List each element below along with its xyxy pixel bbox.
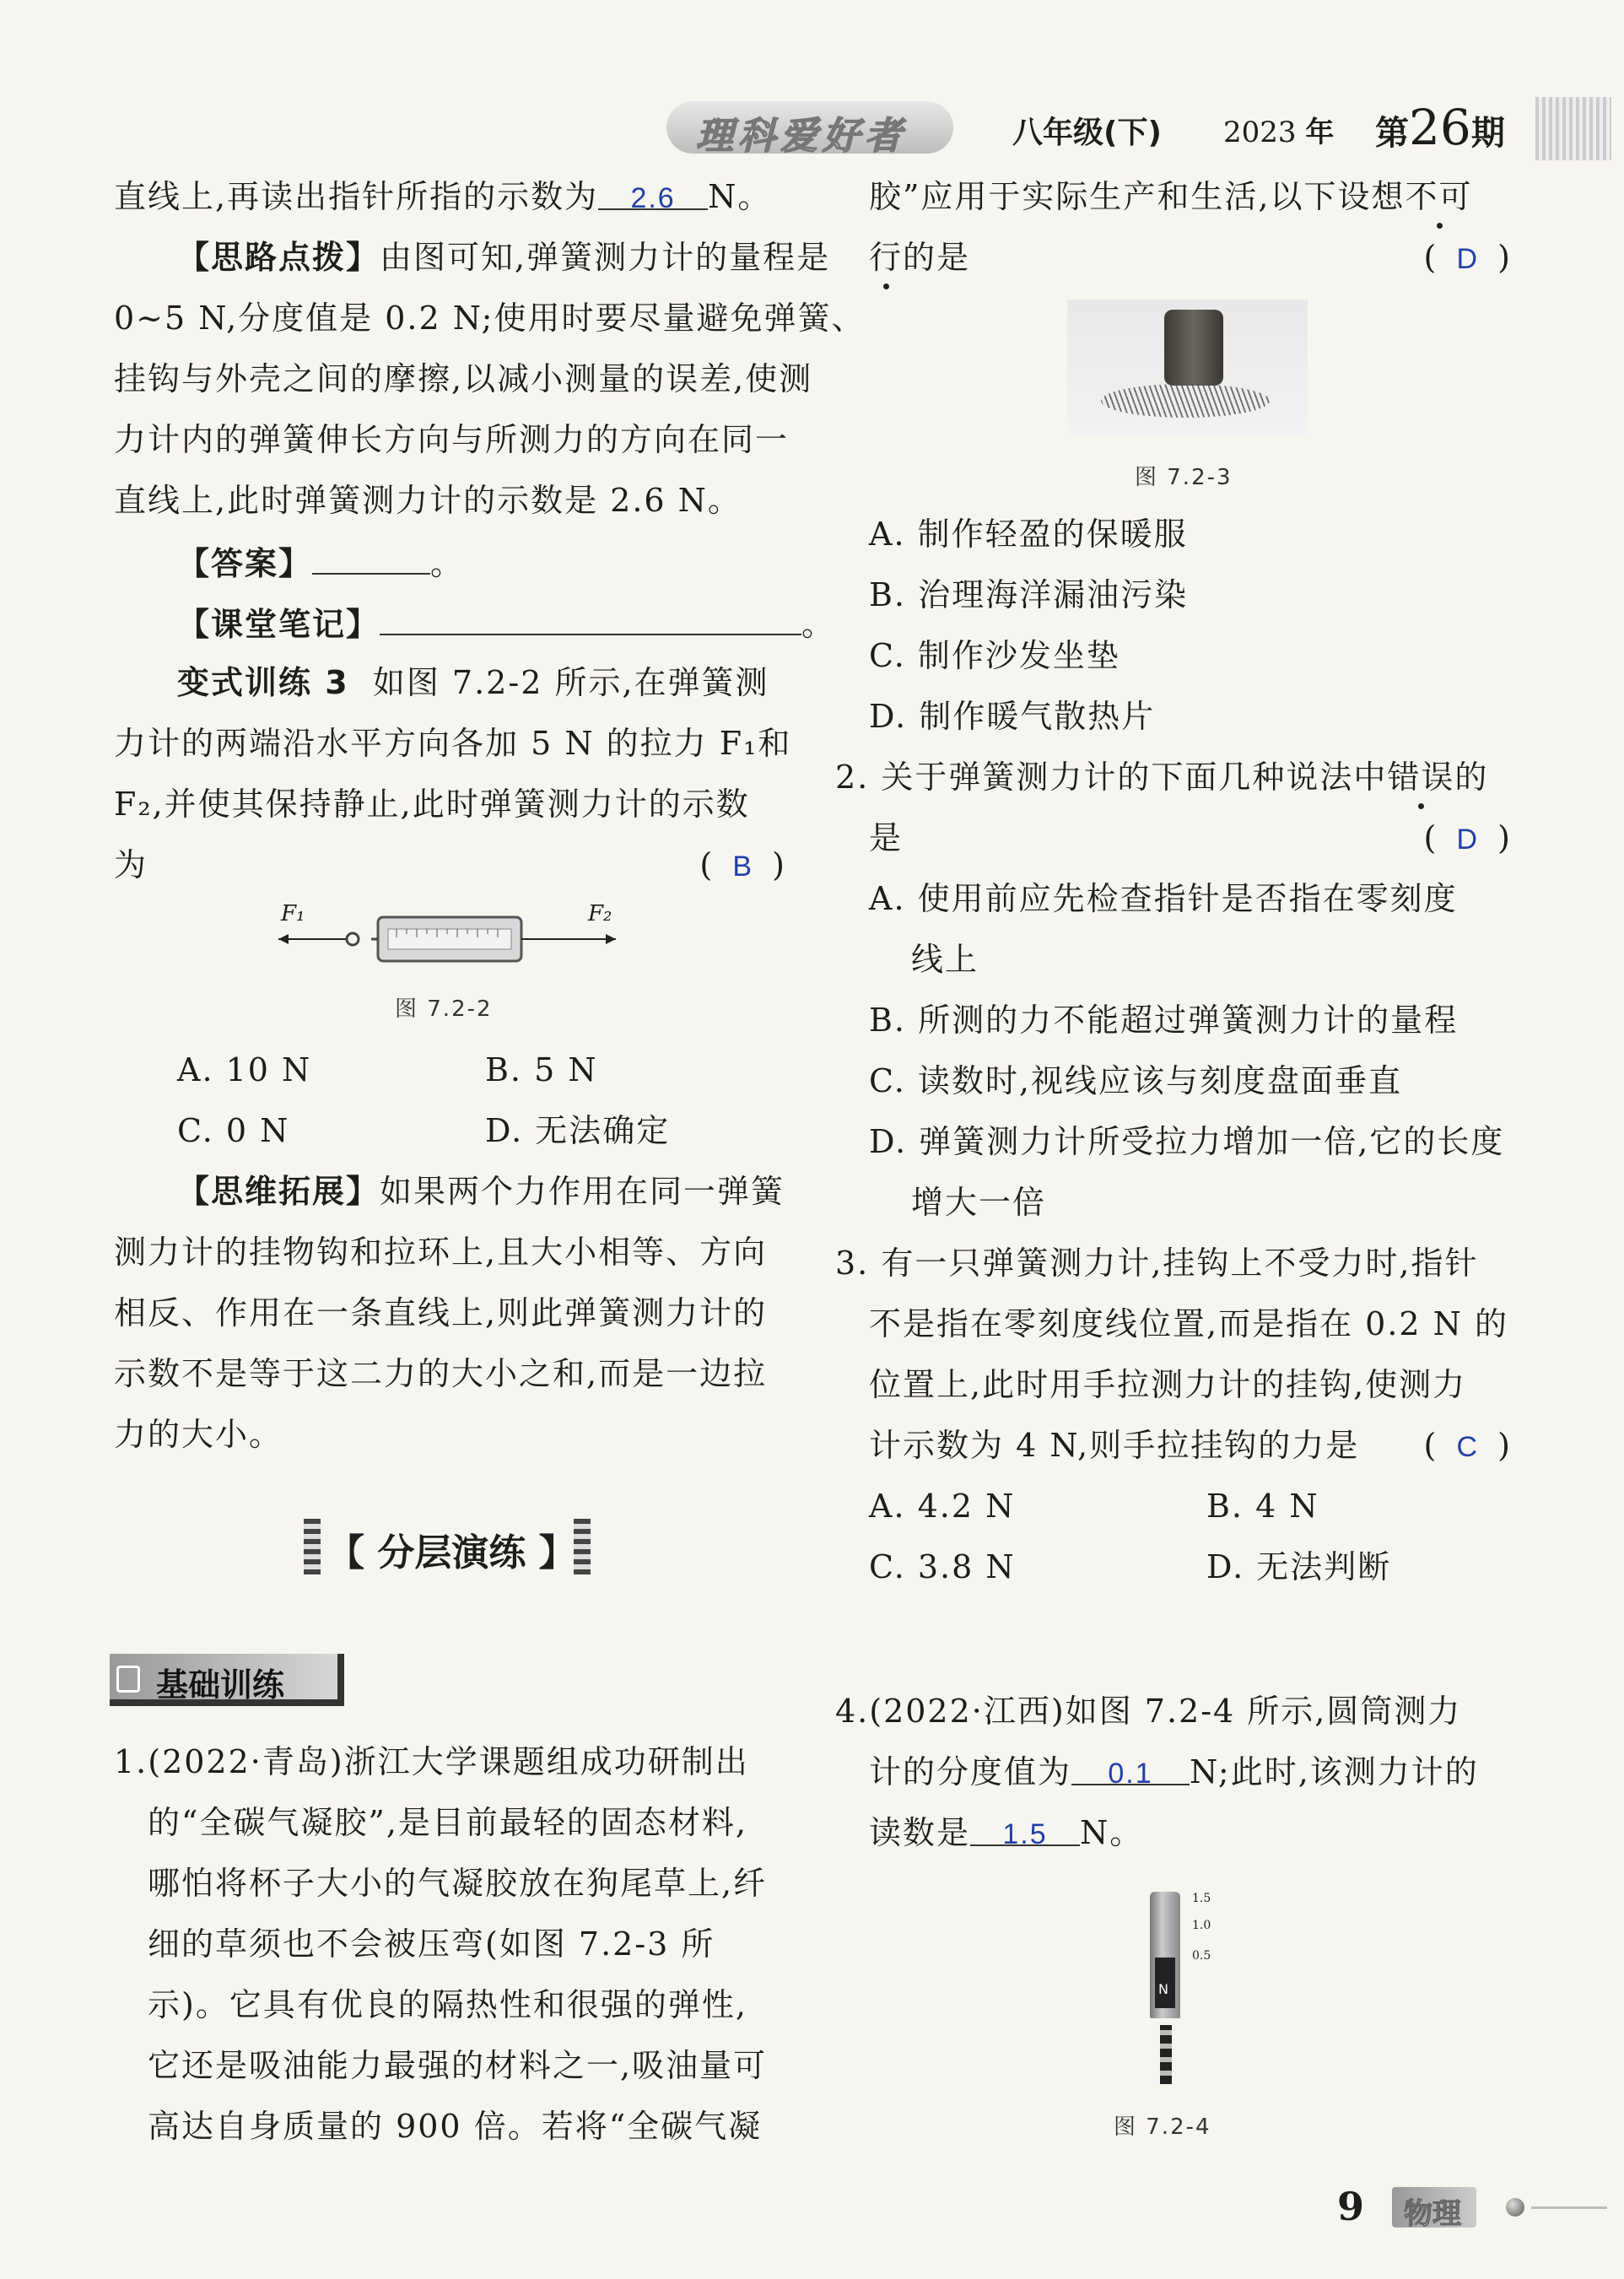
answer-26: 2.6 (630, 182, 676, 214)
tip-label: 【思路点拨】 (177, 239, 380, 276)
r-q1-line-1 (869, 173, 1473, 220)
q4-blank-1 (1071, 1748, 1190, 1790)
basic-title: 基础训练 (156, 1666, 285, 1704)
q3-opt-b: B. 4 N (1206, 1488, 1319, 1525)
figure-7-2-4 (1143, 1890, 1261, 2093)
basic-tab (110, 1654, 346, 1708)
page-number: 9 (1337, 2184, 1365, 2229)
q3-opt-a: A. 4.2 N (869, 1488, 1016, 1525)
section-heading-deco-left (304, 1519, 321, 1574)
q1-line-6: 它还是吸油能力最强的材料之一,吸油量可 (148, 2047, 768, 2084)
ext-line-1 (177, 1168, 785, 1215)
header-logo-text: 理科爱好者 (696, 115, 907, 158)
q2-emph: 错误 (1387, 753, 1454, 801)
header-issue-suffix: 期 (1470, 114, 1505, 153)
footer-rule (1531, 2206, 1607, 2209)
r-q1-opt-d: D. 制作暖气散热片 (869, 698, 1156, 735)
header-bar (650, 97, 1611, 160)
q4-l3-post: N。 (1080, 1814, 1144, 1851)
q2-opt-c: C. 读数时,视线应该与刻度盘面垂直 (869, 1062, 1402, 1099)
notes-input-blank[interactable] (380, 598, 801, 635)
fig722-f2-label: F₂ (588, 901, 612, 926)
q1-line-1: 1.(2022·青岛)浙江大学课题组成功研制出 (114, 1743, 749, 1780)
v3-opt-b: B. 5 N (485, 1051, 598, 1088)
fig723-grass (1101, 384, 1270, 418)
q2-opt-a1: A. 使用前应先检查指针是否指在零刻度 (869, 880, 1458, 917)
section-heading-deco-right (574, 1519, 591, 1574)
tip-line-2: 0~5 N,分度值是 0.2 N;使用时要尽量避免弹簧、 (114, 300, 866, 337)
q3-opt-d: D. 无法判断 (1206, 1548, 1392, 1585)
header-year-value: 2023 (1223, 116, 1297, 149)
fig722-caption: 图 7.2-2 (395, 996, 493, 1022)
fig723-caption: 图 7.2-3 (1135, 465, 1233, 490)
q4-line-3 (869, 1809, 1143, 1856)
answer-line (177, 537, 464, 587)
fig724-caption: 图 7.2-4 (1114, 2114, 1211, 2140)
q2-opt-d2: 增大一倍 (911, 1184, 1047, 1221)
q2-answer: D (1456, 824, 1478, 856)
q2-l2: 是 (869, 819, 904, 856)
r-q1-c1-pre: 胶”应用于实际生产和生活,以下设想 (869, 178, 1405, 215)
q2-opt-d1: D. 弹簧测力计所受拉力增加一倍,它的长度 (869, 1123, 1505, 1160)
v3-opt-a: A. 10 N (177, 1051, 312, 1088)
left-l1-post: N。 (708, 178, 772, 215)
figure-7-2-3 (1067, 300, 1308, 435)
ext-label: 【思维拓展】 (177, 1173, 380, 1210)
q1-line-7: 高达自身质量的 900 倍。若将“全碳气凝 (148, 2108, 763, 2145)
answer-label: 【答案】 (177, 545, 313, 582)
answer-end: 。 (430, 545, 465, 582)
q3-line-2: 不是指在零刻度线位置,而是指在 0.2 N 的 (869, 1305, 1509, 1342)
r-q1-line-2 (869, 234, 1510, 281)
header-year (1223, 109, 1334, 150)
r-q1-c2-post: 的是 (903, 239, 971, 276)
fig724-rod (1160, 2025, 1172, 2084)
q1-line-3: 哪怕将杯子大小的气凝胶放在狗尾草上,纤 (148, 1865, 768, 1902)
section-title: 【 分层演练 】 (327, 1531, 576, 1574)
ext-line-2: 测力计的挂物钩和拉环上,且大小相等、方向 (114, 1234, 768, 1271)
q2-line-2 (869, 814, 1510, 861)
figure-7-2-2 (270, 899, 624, 975)
footer-subject: 物理 (1404, 2197, 1461, 2231)
v3-l1: 如图 7.2-2 所示,在弹簧测 (372, 664, 769, 701)
r-q1-opt-c: C. 制作沙发坐垫 (869, 637, 1120, 674)
header-year-unit: 年 (1305, 116, 1335, 149)
q4-answer-2: 1.5 (1002, 1818, 1048, 1850)
v3-opt-c: C. 0 N (177, 1112, 290, 1149)
footer-subject-tab (1392, 2187, 1476, 2231)
v3-answer: B (732, 851, 753, 883)
q2-opt-b: B. 所测的力不能超过弹簧测力计的量程 (869, 1002, 1459, 1039)
fig724-n-mark: N (1158, 1981, 1168, 1997)
v3-label: 变式训练 3 (177, 664, 349, 701)
header-issue (1375, 99, 1505, 156)
q2-l1-post: 的 (1454, 759, 1489, 796)
q4-l2-pre: 计的分度值为 (869, 1753, 1072, 1790)
notes-line (177, 598, 835, 648)
ext-line-4: 示数不是等于这二力的大小之和,而是一边拉 (114, 1355, 768, 1392)
ext-l1: 如果两个力作用在同一弹簧 (380, 1173, 785, 1210)
q4-answer-1: 0.1 (1108, 1758, 1153, 1790)
v3-opt-d: D. 无法确定 (485, 1112, 671, 1149)
q3-answer: C (1456, 1431, 1478, 1463)
q3-line-3: 位置上,此时用手拉测力计的挂钩,使测力 (869, 1366, 1467, 1403)
answer-input-blank[interactable] (312, 537, 430, 575)
fig724-tick-3: 0.5 (1192, 1949, 1211, 1963)
q3-l4: 计示数为 4 N,则手拉挂钩的力是 (869, 1427, 1360, 1464)
v3-answer-paren: ( B ) (699, 846, 785, 883)
header-issue-prefix: 第 (1375, 114, 1409, 153)
r-q1-answer-paren: ( D ) (1423, 239, 1510, 276)
notes-label: 【课堂笔记】 (177, 606, 380, 643)
v3-l4: 为 (114, 846, 148, 883)
q2-opt-a2: 线上 (911, 941, 979, 978)
q2-l1-pre: 2. 关于弹簧测力计的下面几种说法中 (835, 759, 1388, 796)
answer-blank-26 (598, 173, 708, 214)
r-q1-answer: D (1456, 243, 1478, 275)
q3-line-4 (869, 1422, 1510, 1469)
q4-blank-2 (970, 1809, 1080, 1850)
notes-end: 。 (801, 606, 836, 643)
q2-line-1 (835, 753, 1488, 801)
left-line-1 (114, 173, 771, 220)
tip-line-3: 挂钩与外壳之间的摩擦,以减小测量的误差,使测 (114, 360, 813, 397)
r-q1-opt-b: B. 治理海洋漏油污染 (869, 576, 1189, 613)
q1-line-4: 细的草须也不会被压弯(如图 7.2-3 所 (148, 1925, 715, 1963)
v3-line-2: 力计的两端沿水平方向各加 5 N 的拉力 F₁和 (114, 725, 792, 762)
fig724-tick-2: 1.0 (1192, 1919, 1211, 1932)
tip-l1: 由图可知,弹簧测力计的量程是 (380, 239, 831, 276)
q4-line-1: 4.(2022·江西)如图 7.2-4 所示,圆筒测力 (835, 1693, 1462, 1730)
section-heading (304, 1519, 591, 1574)
header-issue-number: 26 (1409, 99, 1471, 156)
footer-dot-icon (1506, 2198, 1524, 2217)
q3-answer-paren: ( C ) (1423, 1427, 1510, 1464)
v3-line-4 (114, 841, 785, 888)
basic-tab-icon (116, 1666, 140, 1693)
q3-opt-c: C. 3.8 N (869, 1548, 1016, 1585)
r-q1-opt-a: A. 制作轻盈的保暖服 (869, 516, 1188, 553)
left-l1-text: 直线上,再读出指针所指的示数为 (114, 178, 599, 215)
v3-line-1 (177, 659, 769, 706)
fig722-f1-label: F₁ (281, 901, 305, 926)
q1-line-5: 示)。它具有优良的隔热性和很强的弹性, (148, 1986, 747, 2023)
ext-line-3: 相反、作用在一条直线上,则此弹簧测力计的 (114, 1294, 768, 1331)
tip-line-4: 力计内的弹簧伸长方向与所测力的方向在同一 (114, 421, 790, 458)
q4-l2-post: N;此时,该测力计的 (1190, 1753, 1479, 1790)
tip-line-1 (177, 234, 830, 281)
q4-l3-pre: 读数是 (869, 1814, 971, 1851)
v3-line-3: F₂,并使其保持静止,此时弹簧测力计的示数 (114, 786, 750, 823)
q3-line-1: 3. 有一只弹簧测力计,挂钩上不受力时,指针 (835, 1245, 1479, 1282)
tip-line-5: 直线上,此时弹簧测力计的示数是 2.6 N。 (114, 482, 742, 519)
header-stripes (1535, 97, 1611, 160)
ext-line-5: 力的大小。 (114, 1416, 283, 1453)
fig723-aerogel (1164, 310, 1223, 386)
header-grade: 八年级(下) (1012, 116, 1162, 150)
r-q1-emph-2: 行 (869, 234, 903, 281)
q4-line-2 (869, 1748, 1479, 1796)
q1-line-2: 的“全碳气凝胶”,是目前最轻的固态材料, (148, 1804, 748, 1841)
fig724-tick-1: 1.5 (1192, 1892, 1211, 1905)
q2-answer-paren: ( D ) (1423, 819, 1510, 856)
r-q1-emph-1: 不可 (1405, 173, 1473, 220)
